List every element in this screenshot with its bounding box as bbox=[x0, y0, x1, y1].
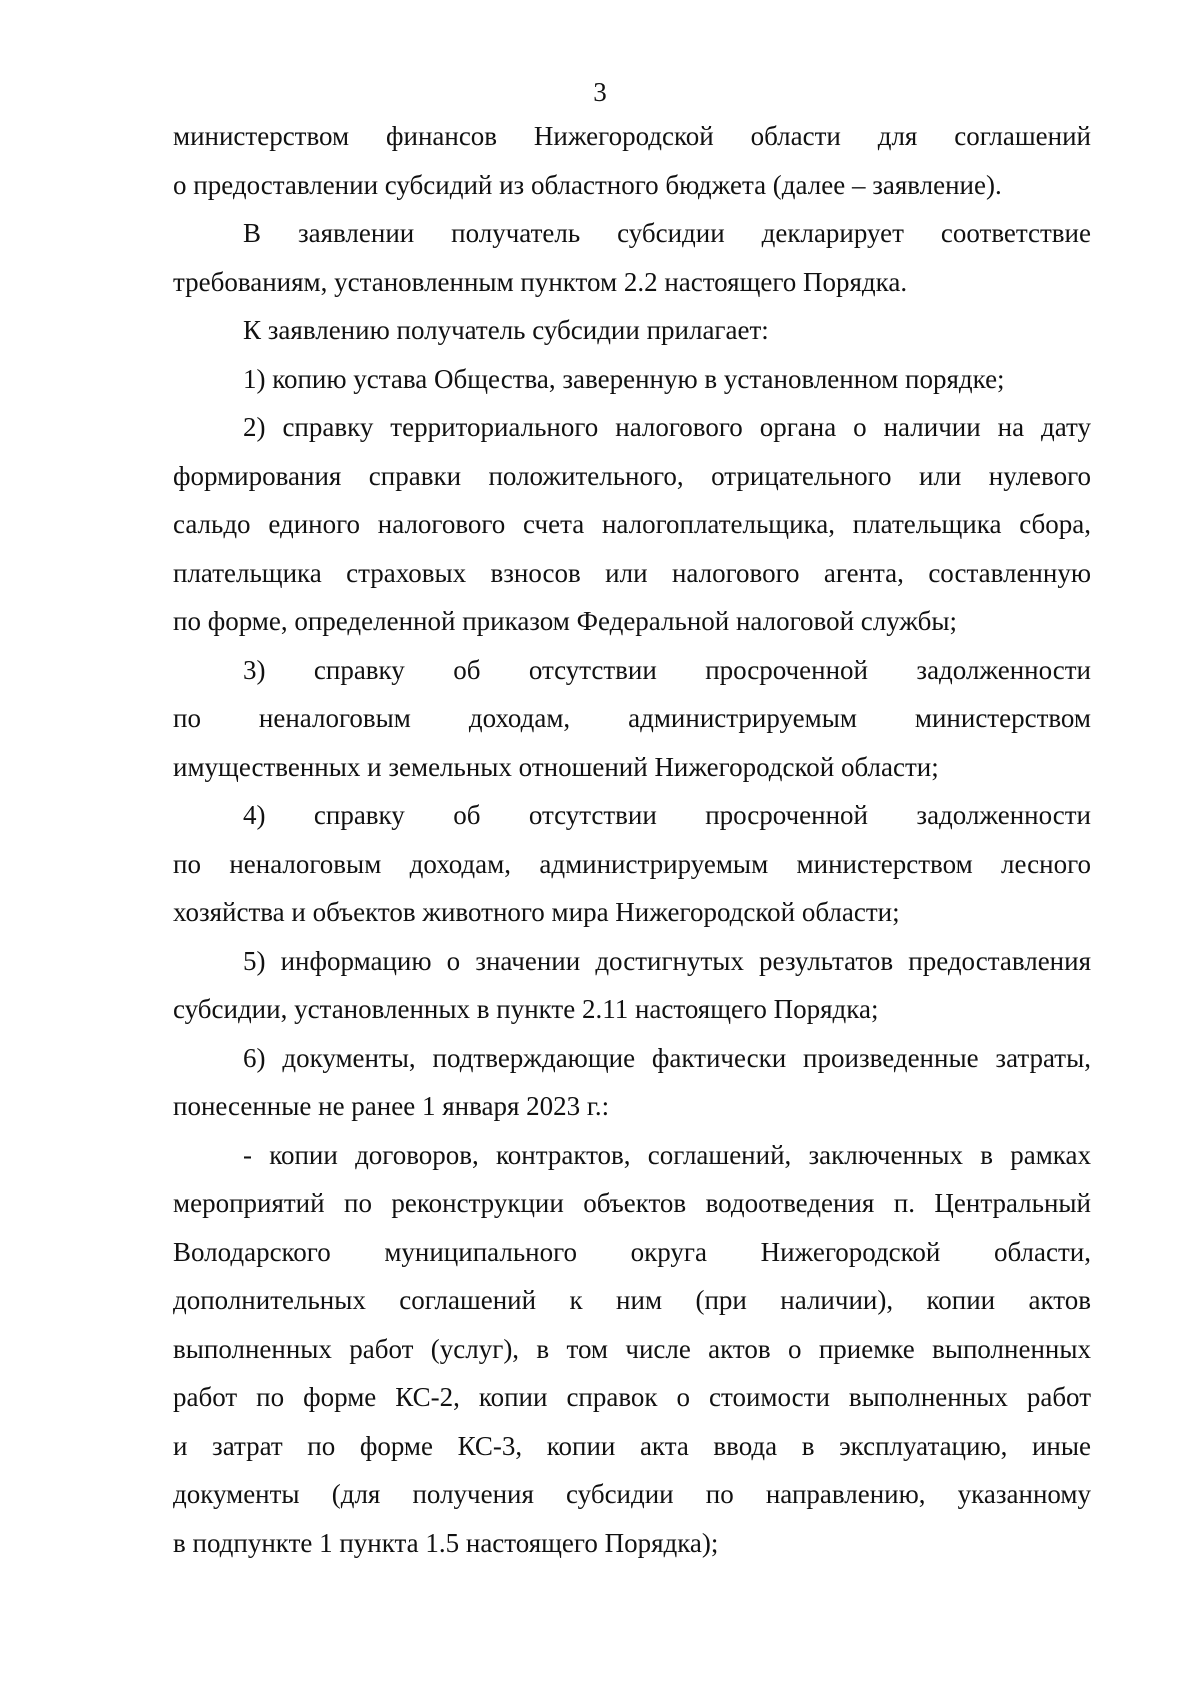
text-line: требованиям, установленным пунктом 2.2 настоящего Порядка. bbox=[173, 266, 908, 297]
text-line: 6) документы, подтверждающие фактически произведенные затраты, bbox=[243, 1042, 1091, 1073]
text-line: мероприятий по реконструкции объектов водоотведения п. Центральный bbox=[173, 1188, 1091, 1218]
text-line: дополнительных соглашений к ним (при наличии), копии актов bbox=[173, 1285, 1091, 1315]
text-line: К заявлению получатель субсидии прилагает: bbox=[243, 315, 769, 345]
text-line: о предоставлении субсидий из областного бюджета (далее – заявление). bbox=[173, 169, 1002, 200]
paragraph bbox=[173, 791, 1091, 937]
paragraph bbox=[173, 355, 1091, 404]
paragraph bbox=[173, 403, 1091, 646]
text-line: сальдо единого налогового счета налогоплательщика, плательщика сбора, bbox=[173, 509, 1091, 539]
text-line: плательщика страховых взносов или налогового агента, составленную bbox=[173, 557, 1091, 588]
paragraph bbox=[173, 1131, 1091, 1568]
text-line: понесенные не ранее 1 января 2023 г.: bbox=[173, 1091, 610, 1121]
text-line: Володарского муниципального округа Нижегородской области, bbox=[173, 1236, 1091, 1267]
text-line: 3) справку об отсутствии просроченной задолженности bbox=[243, 654, 1091, 685]
text-line: имущественных и земельных отношений Нижегородской области; bbox=[173, 751, 939, 782]
text-line: 5) информацию о значении достигнутых результатов предоставления bbox=[243, 945, 1091, 976]
paragraph bbox=[173, 646, 1091, 792]
paragraph bbox=[173, 209, 1091, 306]
text-line: выполненных работ (услуг), в том числе актов о приемке выполненных bbox=[173, 1333, 1091, 1364]
text-line: 1) копию устава Общества, заверенную в установленном порядке; bbox=[243, 363, 1005, 394]
text-line: документы (для получения субсидии по направлению, указанному bbox=[173, 1479, 1091, 1509]
document-body bbox=[173, 112, 1091, 1567]
page-number: 3 bbox=[593, 77, 607, 107]
text-line: - копии договоров, контрактов, соглашений, заключенных в рамках bbox=[243, 1139, 1091, 1170]
text-line: министерством финансов Нижегородской области для соглашений bbox=[173, 121, 1091, 151]
text-line: по неналоговым доходам, администрируемым министерством bbox=[173, 703, 1091, 733]
paragraph bbox=[173, 937, 1091, 1034]
text-line: в подпункте 1 пункта 1.5 настоящего Порядка); bbox=[173, 1527, 719, 1558]
text-line: и затрат по форме КС-3, копии акта ввода в эксплуатацию, иные bbox=[173, 1430, 1091, 1461]
text-line: по форме, определенной приказом Федеральной налоговой службы; bbox=[173, 606, 958, 636]
text-line: хозяйства и объектов животного мира Нижегородской области; bbox=[173, 897, 900, 927]
text-line: 4) справку об отсутствии просроченной задолженности bbox=[243, 800, 1091, 830]
text-line: работ по форме КС-2, копии справок о стоимости выполненных работ bbox=[173, 1382, 1091, 1412]
text-line: В заявлении получатель субсидии декларирует соответствие bbox=[243, 218, 1091, 248]
text-line: формирования справки положительного, отрицательного или нулевого bbox=[173, 460, 1091, 491]
paragraph bbox=[173, 112, 1091, 209]
paragraph bbox=[173, 1034, 1091, 1131]
text-line: по неналоговым доходам, администрируемым министерством лесного bbox=[173, 848, 1091, 879]
text-line: субсидии, установленных в пункте 2.11 настоящего Порядка; bbox=[173, 994, 879, 1024]
text-line: 2) справку территориального налогового органа о наличии на дату bbox=[243, 412, 1091, 442]
paragraph bbox=[173, 306, 1091, 355]
